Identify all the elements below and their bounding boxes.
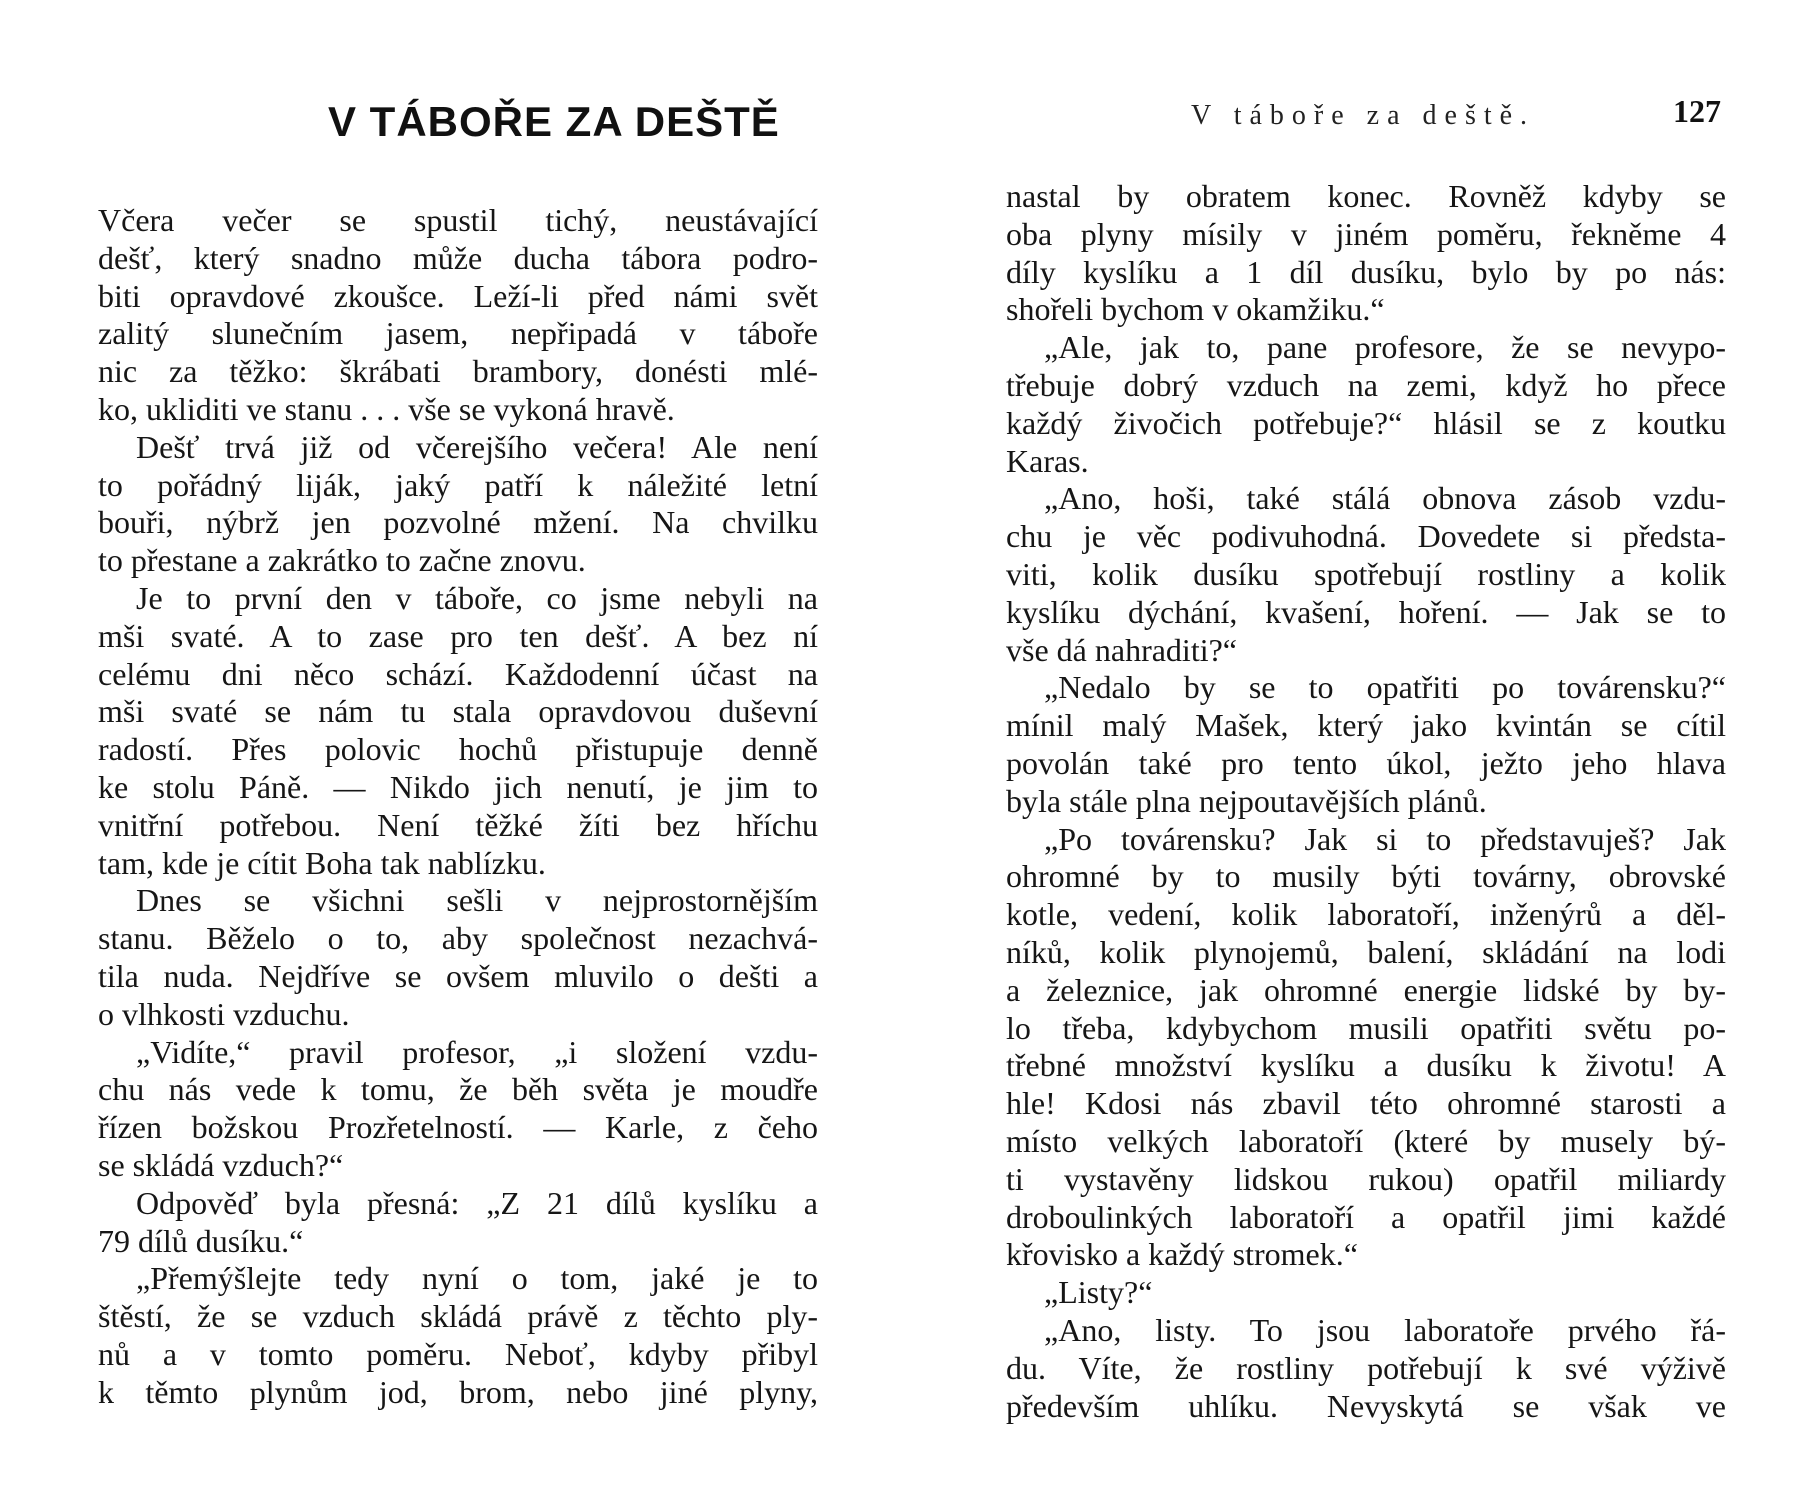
running-head: V táboře za deště. <box>1191 100 1536 131</box>
text-line: Karas. <box>1006 442 1089 479</box>
text-line: ohromné by to musily býti továrny, obrovské <box>1006 858 1726 895</box>
text-line: to pořádný liják, jaký patří k náležité letní <box>98 466 818 503</box>
text-line: viti, kolik dusíku spotřebují rostliny a kolik <box>1006 555 1726 592</box>
text-line: Odpověď byla přesná: „Z 21 dílů kyslíku a <box>136 1184 818 1221</box>
text-line: nů a v tomto poměru. Neboť, kdyby přibyl <box>98 1335 818 1372</box>
text-line: ke stolu Páně. — Nikdo jich nenutí, je jim to <box>98 768 818 805</box>
text-line: chu nás vede k tomu, že běh světa je moudře <box>98 1071 818 1108</box>
text-line: kyslíku dýchání, kvašení, hoření. — Jak se to <box>1006 593 1726 630</box>
text-line: Dešť trvá již od včerejšího večera! Ale není <box>136 428 818 465</box>
text-line: nastal by obratem konec. Rovněž kdyby se <box>1006 178 1726 214</box>
text-line: mši svaté. A to zase pro ten dešť. A bez ní <box>98 617 818 654</box>
text-line: mínil malý Mašek, který jako kvintán se cítil <box>1006 707 1726 744</box>
text-line: k těmto plynům jod, brom, nebo jiné plyny, <box>98 1373 818 1410</box>
text-line: každý živočich potřebuje?“ hlásil se z koutku <box>1006 404 1726 441</box>
text-line: povolán také pro tento úkol, ježto jeho hlava <box>1006 744 1726 781</box>
text-line: „Ale, jak to, pane profesore, že se nevypo- <box>1044 329 1726 366</box>
text-line: lo třeba, kdybychom musili opatřiti světu po- <box>1006 1009 1726 1046</box>
text-line: stanu. Běželo o to, aby společnost nezachvá- <box>98 920 818 957</box>
text-line: mši svaté se nám tu stala opravdovou duševní <box>98 693 818 730</box>
text-line: především uhlíku. Nevyskytá se však ve <box>1006 1387 1726 1424</box>
text-line: křovisko a každý stromek.“ <box>1006 1236 1358 1273</box>
text-line: du. Víte, že rostliny potřebují k své výživě <box>1006 1349 1726 1386</box>
text-line: byla stále plna nejpoutavějších plánů. <box>1006 782 1487 819</box>
text-line: 79 dílů dusíku.“ <box>98 1222 304 1259</box>
text-line: ti vystavěny lidskou rukou) opatřil miliardy <box>1006 1160 1726 1197</box>
text-line: „Nedalo by se to opatřiti po továrensku?“ <box>1044 669 1726 706</box>
text-line: Dnes se všichni sešli v nejprostornějším <box>136 882 818 919</box>
text-line: „Po továrensku? Jak si to představuješ? Jak <box>1044 820 1726 857</box>
text-line: bouři, nýbrž jen pozvolné mžení. Na chvilku <box>98 504 818 541</box>
text-line: třebné množství kyslíku a dusíku k životu! A <box>1006 1047 1726 1084</box>
text-line: to přestane a zakrátko to začne znovu. <box>98 542 586 579</box>
text-line: třebuje dobrý vzduch na zemi, když ho přece <box>1006 366 1726 403</box>
text-line: oba plyny mísily v jiném poměru, řekněme 4 <box>1006 215 1726 252</box>
text-line: „Vidíte,“ pravil profesor, „i složení vzdu- <box>136 1033 818 1070</box>
text-line: o vlhkosti vzduchu. <box>98 995 350 1032</box>
text-line: místo velkých laboratoří (které by musely bý- <box>1006 1122 1726 1159</box>
text-line: vše dá nahraditi?“ <box>1006 631 1237 668</box>
text-line: ko, ukliditi ve stanu . . . vše se vykoná hravě. <box>98 390 675 427</box>
text-line: biti opravdové zkoušce. Leží-li před námi svět <box>98 277 818 314</box>
text-line: štěstí, že se vzduch skládá právě z těchto ply- <box>98 1298 818 1335</box>
text-line: droboulinkých laboratoří a opatřil jimi každé <box>1006 1198 1726 1235</box>
chapter-title: V TÁBOŘE ZA DEŠTĚ <box>328 98 780 145</box>
text-line: vnitřní potřebou. Není těžké žíti bez hříchu <box>98 806 818 843</box>
text-line: níků, kolik plynojemů, balení, skládání na lodi <box>1006 933 1726 970</box>
page-number: 127 <box>1673 93 1721 129</box>
left-page-text <box>98 202 818 1412</box>
text-line: celému dni něco schází. Každodenní účast na <box>98 655 818 692</box>
text-line: zalitý slunečním jasem, nepřipadá v táboře <box>98 315 818 352</box>
text-line: řízen božskou Prozřetelností. — Karle, z čeho <box>98 1109 818 1146</box>
text-line: díly kyslíku a 1 díl dusíku, bylo by po nás: <box>1006 253 1726 290</box>
text-line: tila nuda. Nejdříve se ovšem mluvilo o dešti a <box>98 957 818 994</box>
text-line: a železnice, jak ohromné energie lidské by by- <box>1006 971 1726 1008</box>
text-line: nic za těžko: škrábati brambory, donésti mlé- <box>98 353 818 390</box>
text-line: dešť, který snadno může ducha tábora podro- <box>98 239 818 276</box>
text-line: „Ano, hoši, také stálá obnova zásob vzdu- <box>1044 480 1726 517</box>
text-line: „Přemýšlejte tedy nyní o tom, jaké je to <box>136 1260 818 1297</box>
text-line: Včera večer se spustil tichý, neustávající <box>98 202 818 238</box>
text-line: chu je věc podivuhodná. Dovedete si předsta- <box>1006 518 1726 555</box>
text-line: shořeli bychom v okamžiku.“ <box>1006 291 1385 328</box>
text-line: radostí. Přes polovic hochů přistupuje denně <box>98 731 818 768</box>
text-line: „Listy?“ <box>1044 1274 1153 1311</box>
text-line: se skládá vzduch?“ <box>98 1146 344 1183</box>
text-line: Je to první den v táboře, co jsme nebyli na <box>136 579 818 616</box>
right-page-text <box>1006 178 1726 1425</box>
text-line: hle! Kdosi nás zbavil této ohromné starosti a <box>1006 1085 1726 1122</box>
text-line: tam, kde je cítit Boha tak nablízku. <box>98 844 546 881</box>
text-line: „Ano, listy. To jsou laboratoře prvého řá- <box>1044 1311 1726 1348</box>
text-line: kotle, vedení, kolik laboratoří, inženýrů a děl- <box>1006 896 1726 933</box>
